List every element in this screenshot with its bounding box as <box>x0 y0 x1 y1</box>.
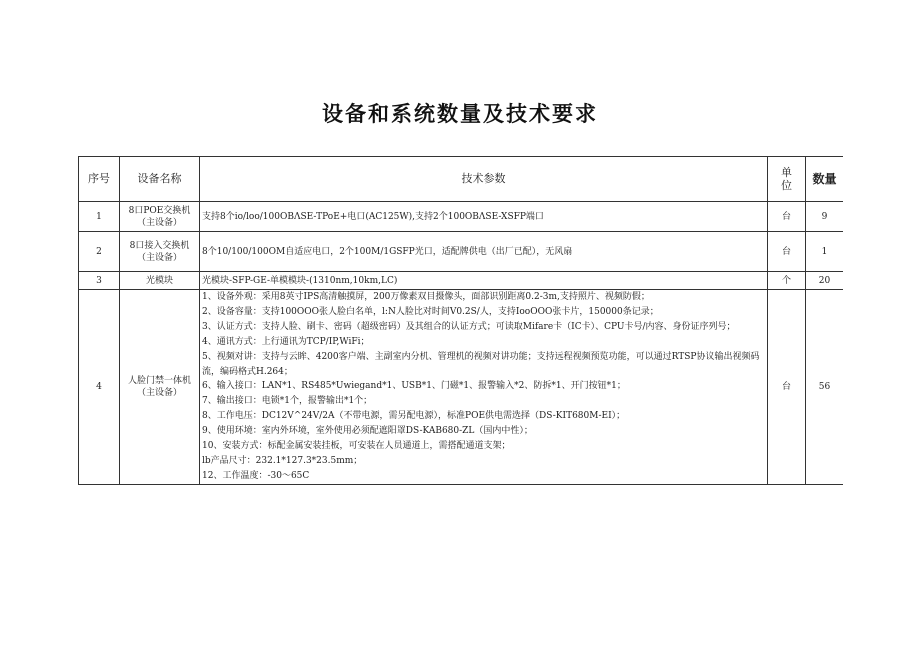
row-seq: 2 <box>79 232 120 272</box>
spec-table-frame <box>78 156 843 536</box>
header-unit-line1: 单 <box>781 166 792 179</box>
row-qty: 20 <box>806 272 844 290</box>
param-line: 10、安装方式：标配金属安装挂板，可安装在人员通道上，需搭配通道支架； <box>202 441 511 452</box>
table-row <box>79 202 844 232</box>
row-qty: 9 <box>806 202 844 232</box>
header-unit <box>768 157 806 202</box>
header-params: 技术参数 <box>200 157 768 202</box>
row-params: 支持8个io/loo/100OBΛSE-TPoE+电口(AC125W),支持2个100OBΛSE-XSFP端口 <box>200 202 768 232</box>
row-qty: 1 <box>806 232 844 272</box>
param-line: 4、通讯方式：上行通讯为TCP/IP,WiFi； <box>202 336 370 347</box>
page-title: 设备和系统数量及技术要求 <box>322 102 598 126</box>
row-name-line2: （主设备） <box>136 217 182 228</box>
table-row <box>79 290 844 485</box>
param-line: 7、输出接口：电锁*1个，报警输出*1个； <box>202 396 373 407</box>
row-unit: 个 <box>768 272 806 290</box>
row-name-line2: （主设备） <box>136 252 182 263</box>
header-qty: 数量 <box>806 157 844 202</box>
row-params-list <box>200 290 768 485</box>
param-line: 5、视频对讲：支持与云眸、4200客户端、主副室内分机、管理机的视频对讲功能；支持远程视频预览功能，可以通过RTSP协议输出视频码流，编码格式H.264； <box>202 351 760 377</box>
row-seq: 4 <box>79 290 120 485</box>
param-line: 12、工作温度：-30～65C <box>202 470 310 481</box>
param-line: 6、输入接口：LAN*1、RS485*Uwiegand*1、USB*1、门磁*1、报警输入*2、防拆*1、开门按钮*1； <box>202 381 626 392</box>
row-unit: 台 <box>768 232 806 272</box>
row-name <box>120 202 200 232</box>
row-params: 光模块-SFP-GE-单模模块-(1310nm,10km,LC) <box>200 272 768 290</box>
row-name: 光模块 <box>120 272 200 290</box>
table-header-row <box>79 157 844 202</box>
row-params: 8个10/100/100OM自适应电口，2个100M/1GSFP光口，适配牌供电（出厂已配），无风扇 <box>200 232 768 272</box>
param-line: 9、使用环境：室内外环境，室外使用必须配遮阳罩DS-KAB680-ZL（国内中性）； <box>202 426 533 437</box>
row-unit: 台 <box>768 202 806 232</box>
row-name <box>120 232 200 272</box>
row-name <box>120 290 200 485</box>
row-name-line1: 8口接入交换机 <box>129 240 190 251</box>
spec-table <box>78 156 843 485</box>
header-unit-line2: 位 <box>781 179 792 192</box>
param-line: 3、认证方式：支持人脸、刷卡、密码（超级密码）及其组合的认证方式；可读取Mifare卡（IC卡）、CPU卡号/内容、身份证序列号； <box>202 321 736 332</box>
row-name-line2: （主设备） <box>136 387 182 398</box>
row-unit: 台 <box>768 290 806 485</box>
param-line: 1、设备外观：采用8英寸IPS高清触摸屏，200万像素双目摄像头，面部识别距离0.2-3m,支持照片、视频防假； <box>202 292 650 302</box>
table-row <box>79 272 844 290</box>
row-name-line1: 人脸门禁一体机 <box>127 375 191 386</box>
row-seq: 3 <box>79 272 120 290</box>
header-name: 设备名称 <box>120 157 200 202</box>
param-line: 2、设备容量：支持100OOO张人脸白名单，l:N人脸比对时间V0.2S/人，支持IooOOO张卡片，150000条记录； <box>202 306 659 317</box>
header-seq: 序号 <box>79 157 120 202</box>
param-line: 8、工作电压：DC12V^24V/2A（不带电源，需另配电源），标准POE供电需选择（DS-KIT680M-EI）； <box>202 411 626 422</box>
row-seq: 1 <box>79 202 120 232</box>
param-line: lb产品尺寸：232.1*127.3*23.5mm； <box>202 455 363 466</box>
row-name-line1: 8口POE交换机 <box>128 205 191 216</box>
row-qty: 56 <box>806 290 844 485</box>
table-row <box>79 232 844 272</box>
